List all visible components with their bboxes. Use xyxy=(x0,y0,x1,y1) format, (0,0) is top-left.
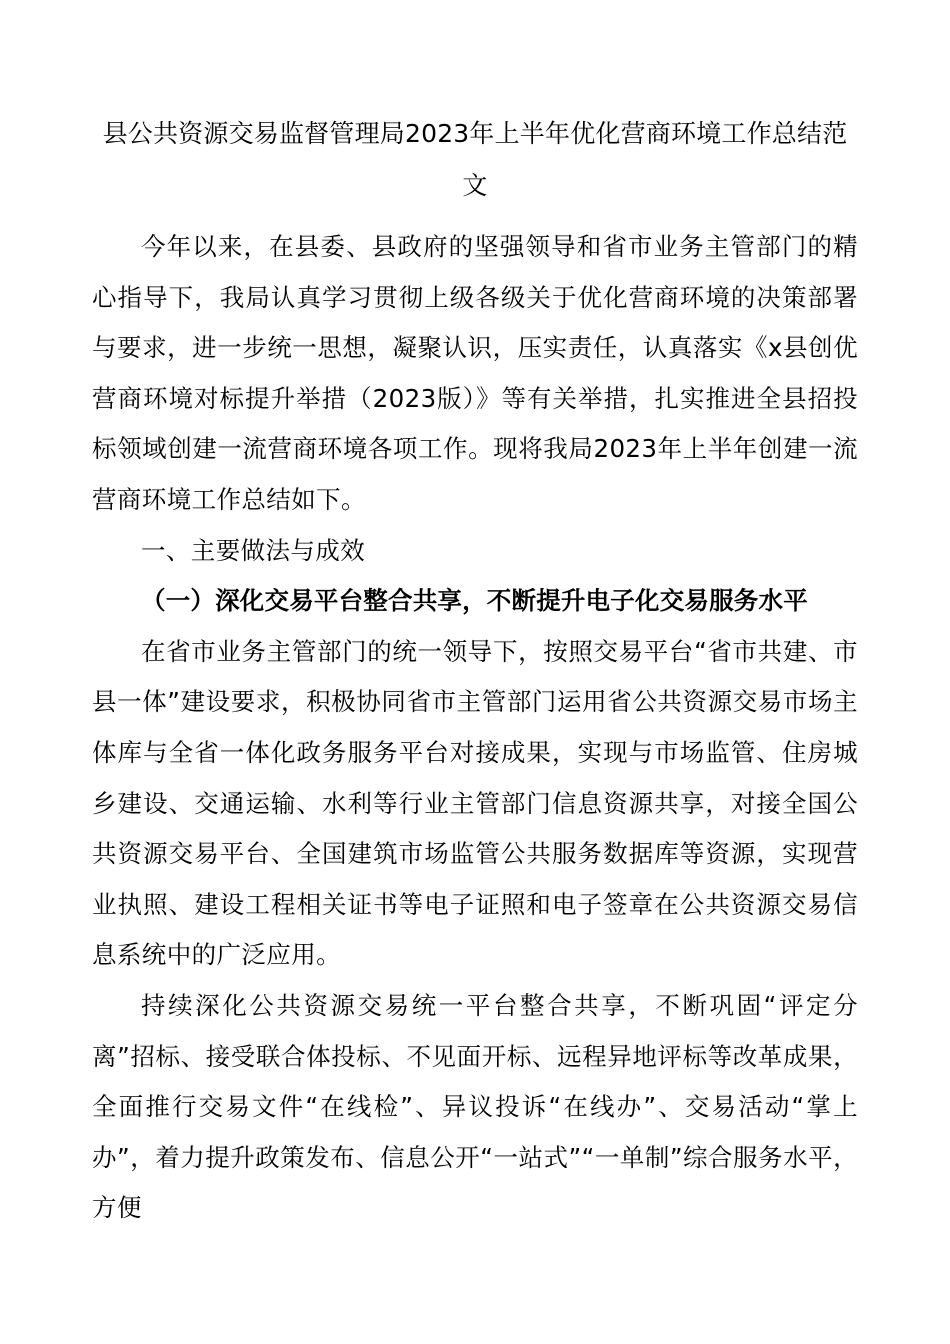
document-title: 县公共资源交易监督管理局2023年上半年优化营商环境工作总结范文 xyxy=(102,119,848,200)
body-paragraph-2: 持续深化公共资源交易统一平台整合共享，不断巩固“评定分离”招标、接受联合体投标、不见面开标、远程异地评标等改革成果，全面推行交易文件“在线检”、异议投诉“在线办”、交易活动“掌上办”，着力提升政策发布、信息公开“一站式”“一单制”综合服务水平，方便 xyxy=(92,990,858,1223)
subsection-heading-1: （一）深化交易平台整合共享，不断提升电子化交易服务水平 xyxy=(141,586,808,616)
body-paragraph-1: 在省市业务主管部门的统一领导下，按照交易平台“省市共建、市县一体”建设要求，积极协同省市主管部门运用省公共资源交易市场主体库与全省一体化政务服务平台对接成果，实现与市场监管、住房城乡建设、交通运输、水利等行业主管部门信息资源共享，对接全国公共资源交易平台、全国建筑市场监管公共服务数据库等资源，实现营业执照、建设工程相关证书等电子证照和电子签章在公共资源交易信息系统中的广泛应用。 xyxy=(92,636,858,970)
section-heading-1: 一、主要做法与成效 xyxy=(141,535,366,565)
intro-paragraph: 今年以来，在县委、县政府的坚强领导和省市业务主管部门的精心指导下，我局认真学习贯彻上级各级关于优化营商环境的决策部署与要求，进一步统一思想，凝聚认识，压实责任，认真落实《x县创优营商环境对标提升举措（2023版）》等有关举措，扎实推进全县招投标领域创建一流营商环境各项工作。现将我局2023年上半年创建一流营商环境工作总结如下。 xyxy=(92,232,858,514)
